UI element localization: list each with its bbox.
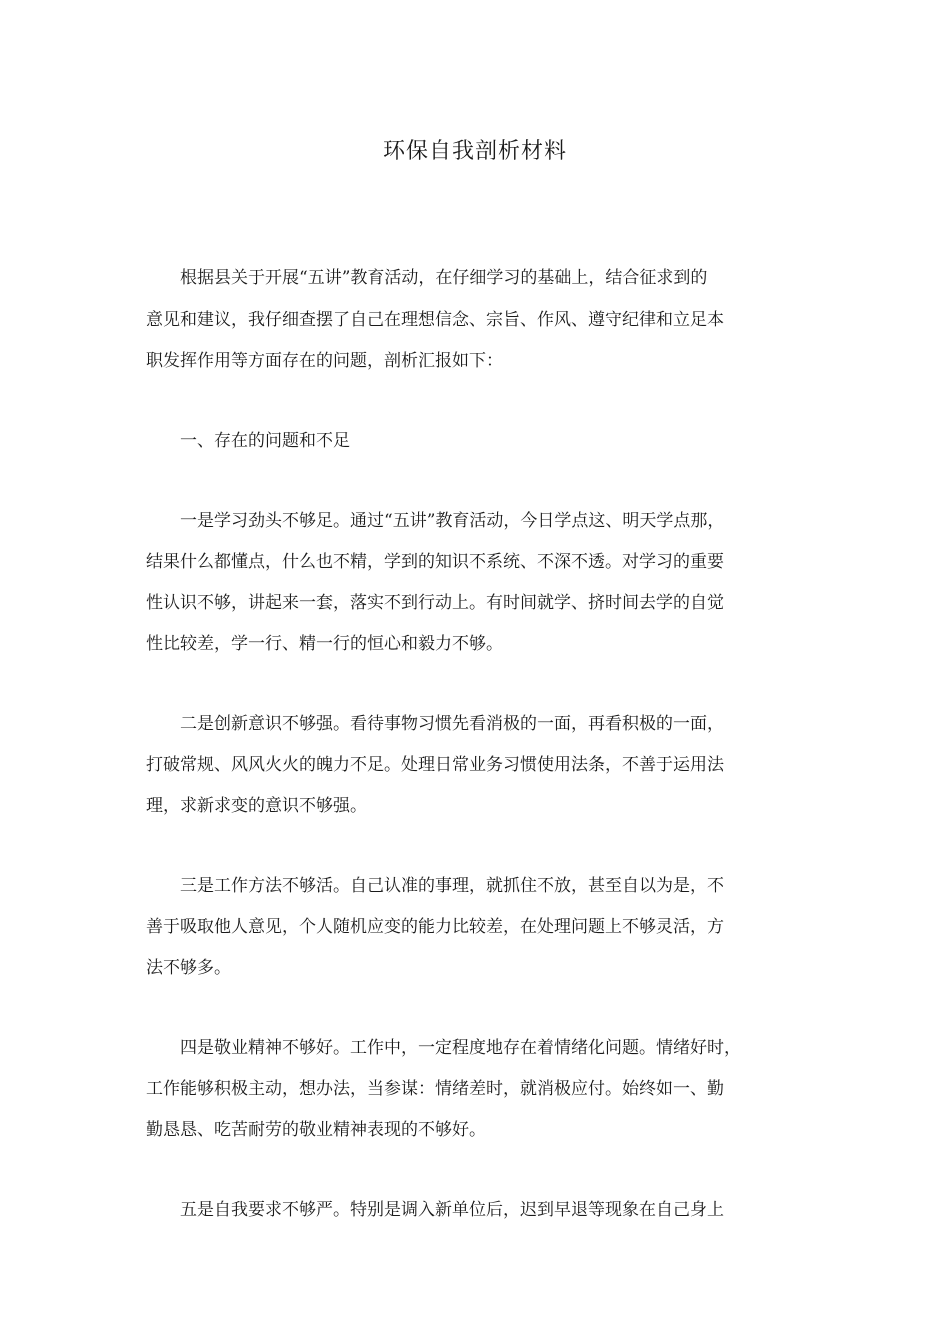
paragraph-5-line-2: 工作能够积极主动，想办法，当参谋：情绪差时，就消极应付。始终如一、勤 bbox=[146, 1079, 724, 1099]
paragraph-5-line-3: 勤恳恳、吃苦耐劳的敬业精神表现的不够好。 bbox=[146, 1120, 486, 1140]
paragraph-1-line-3: 职发挥作用等方面存在的问题，剖析汇报如下： bbox=[146, 351, 503, 371]
paragraph-4-line-3: 法不够多。 bbox=[146, 958, 231, 978]
paragraph-4-line-1: 三是工作方法不够活。自己认准的事理，就抓住不放，甚至自以为是，不 bbox=[180, 876, 724, 896]
section-heading: 一、存在的问题和不足 bbox=[180, 431, 350, 451]
paragraph-4-line-2: 善于吸取他人意见，个人随机应变的能力比较差，在处理问题上不够灵活，方 bbox=[146, 917, 724, 937]
paragraph-1-line-1: 根据县关于开展“五讲”教育活动，在仔细学习的基础上，结合征求到的 bbox=[180, 268, 708, 288]
paragraph-2-line-3: 性认识不够，讲起来一套，落实不到行动上。有时间就学、挤时间去学的自觉 bbox=[146, 593, 724, 613]
paragraph-2-line-4: 性比较差，学一行、精一行的恒心和毅力不够。 bbox=[146, 634, 503, 654]
paragraph-6-line-1: 五是自我要求不够严。特别是调入新单位后，迟到早退等现象在自己身上 bbox=[180, 1200, 724, 1220]
paragraph-3-line-2: 打破常规、风风火火的魄力不足。处理日常业务习惯使用法条，不善于运用法 bbox=[146, 755, 724, 775]
paragraph-2-line-1: 一是学习劲头不够足。通过“五讲”教育活动，今日学点这、明天学点那， bbox=[180, 511, 725, 531]
paragraph-2-line-2: 结果什么都懂点，什么也不精，学到的知识不系统、不深不透。对学习的重要 bbox=[146, 552, 724, 572]
document-title: 环保自我剖析材料 bbox=[382, 139, 567, 164]
paragraph-5-line-1: 四是敬业精神不够好。工作中，一定程度地存在着情绪化问题。情绪好时， bbox=[180, 1038, 741, 1058]
paragraph-3-line-1: 二是创新意识不够强。看待事物习惯先看消极的一面，再看积极的一面， bbox=[180, 714, 724, 734]
paragraph-1-line-2: 意见和建议，我仔细查摆了自己在理想信念、宗旨、作风、遵守纪律和立足本 bbox=[146, 310, 724, 330]
paragraph-3-line-3: 理，求新求变的意识不够强。 bbox=[146, 796, 367, 816]
